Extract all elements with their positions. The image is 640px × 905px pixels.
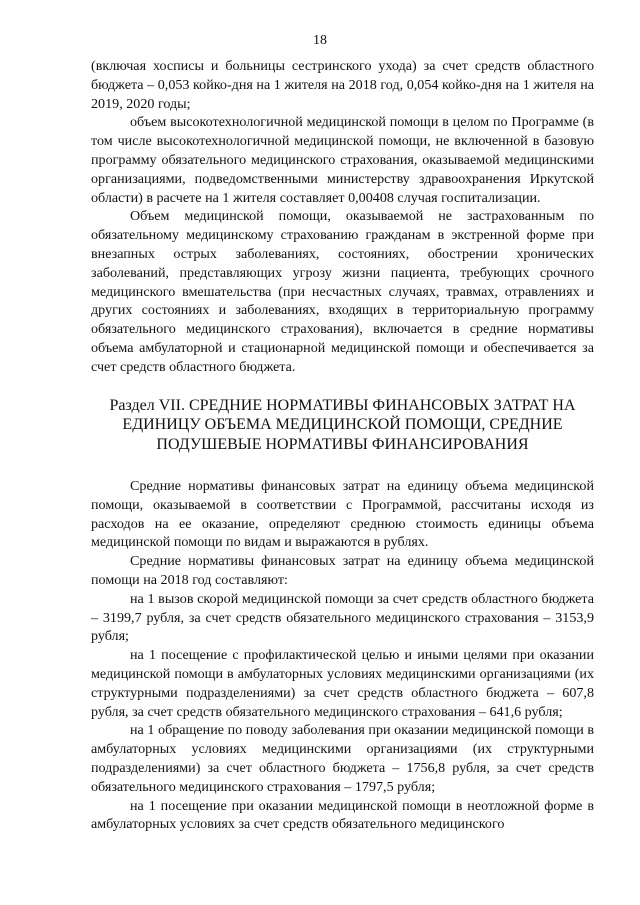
paragraph-high-tech-volume: объем высокотехнологичной медицинской помощи в целом по Программе (в том числе высокотехнологичной медицинской помощи, не включенной в базовую программу обязательного медицинского страхования, оказываемой медицинскими организациями, подведомственными министерству здравоохранения Иркутской области) в расчете на 1 жителя составляет 0,00408 случая госпитализации.	[91, 114, 594, 206]
list-item-urgent-visit: на 1 посещение при оказании медицинской помощи в неотложной форме в амбулаторных условиях за счет средств обязательного медицинского	[91, 797, 594, 833]
section-heading-line-3: ПОДУШЕВЫЕ НОРМАТИВЫ ФИНАНСИРОВАНИЯ	[156, 435, 529, 453]
list-item-ambulance-call: на 1 вызов скорой медицинской помощи за счет средств областного бюджета – 3199,7 рубля, за счет средств обязательного медицинского страхования – 3153,9 рубля;	[91, 590, 594, 645]
list-item-preventive-visit: на 1 посещение с профилактической целью и иными целями при оказании медицинской помощи в амбулаторных условиях медицинскими организациями (их структурными подразделениями) за счет средств областного бюджета – 607,8 рубля, за счет средств обязательного медицинского страхования – 641,6 рубля;	[91, 647, 594, 720]
section-heading	[91, 396, 594, 455]
list-item-disease-visit: на 1 обращение по поводу заболевания при оказании медицинской помощи в амбулаторных условиях медицинскими организациями (их структурными подразделениями) за счет областного бюджета – 1756,8 рубля, за счет средств обязательного медицинского страхования – 1797,5 рубля;	[91, 722, 594, 795]
section-heading-line-2: ЕДИНИЦУ ОБЪЕМА МЕДИЦИНСКОЙ ПОМОЩИ, СРЕДНИЕ	[122, 416, 563, 434]
paragraph-uninsured-care: Объем медицинской помощи, оказываемой не застрахованным по обязательному медицинскому страхованию гражданам в экстренной форме при внезапных острых заболеваниях, состояниях, обострении хронических заболеваний, представляющих угрозу жизни пациента, требующих срочного медицинского вмешательства (при несчастных случаях, травмах, отравлениях и других состояниях и заболеваниях, входящих в территориальную программу обязательного медицинского страхования), включается в средние нормативы объема амбулаторной и стационарной медицинской помощи и обеспечивается за счет средств областного бюджета.	[91, 208, 594, 375]
paragraph-continuation: (включая хосписы и больницы сестринского ухода) за счет средств областного бюджета – 0,053 койко-дня на 1 жителя на 2018 год, 0,054 койко-дня на 1 жителя на 2019, 2020 годы;	[91, 58, 594, 112]
paragraph-cost-standards-intro: Средние нормативы финансовых затрат на единицу объема медицинской помощи, оказываемой в соответствии с Программой, рассчитаны исходя из расходов на ее оказание, определяют среднюю стоимость единицы объема медицинской помощи по видам и выражаются в рублях.	[91, 478, 594, 551]
page-content	[91, 57, 594, 834]
page-number: 18	[313, 33, 327, 48]
section-heading-line-1: Раздел VII. СРЕДНИЕ НОРМАТИВЫ ФИНАНСОВЫХ ЗАТРАТ НА	[109, 396, 576, 414]
paragraph-cost-standards-2018: Средние нормативы финансовых затрат на единицу объема медицинской помощи на 2018 год составляют:	[91, 553, 594, 589]
